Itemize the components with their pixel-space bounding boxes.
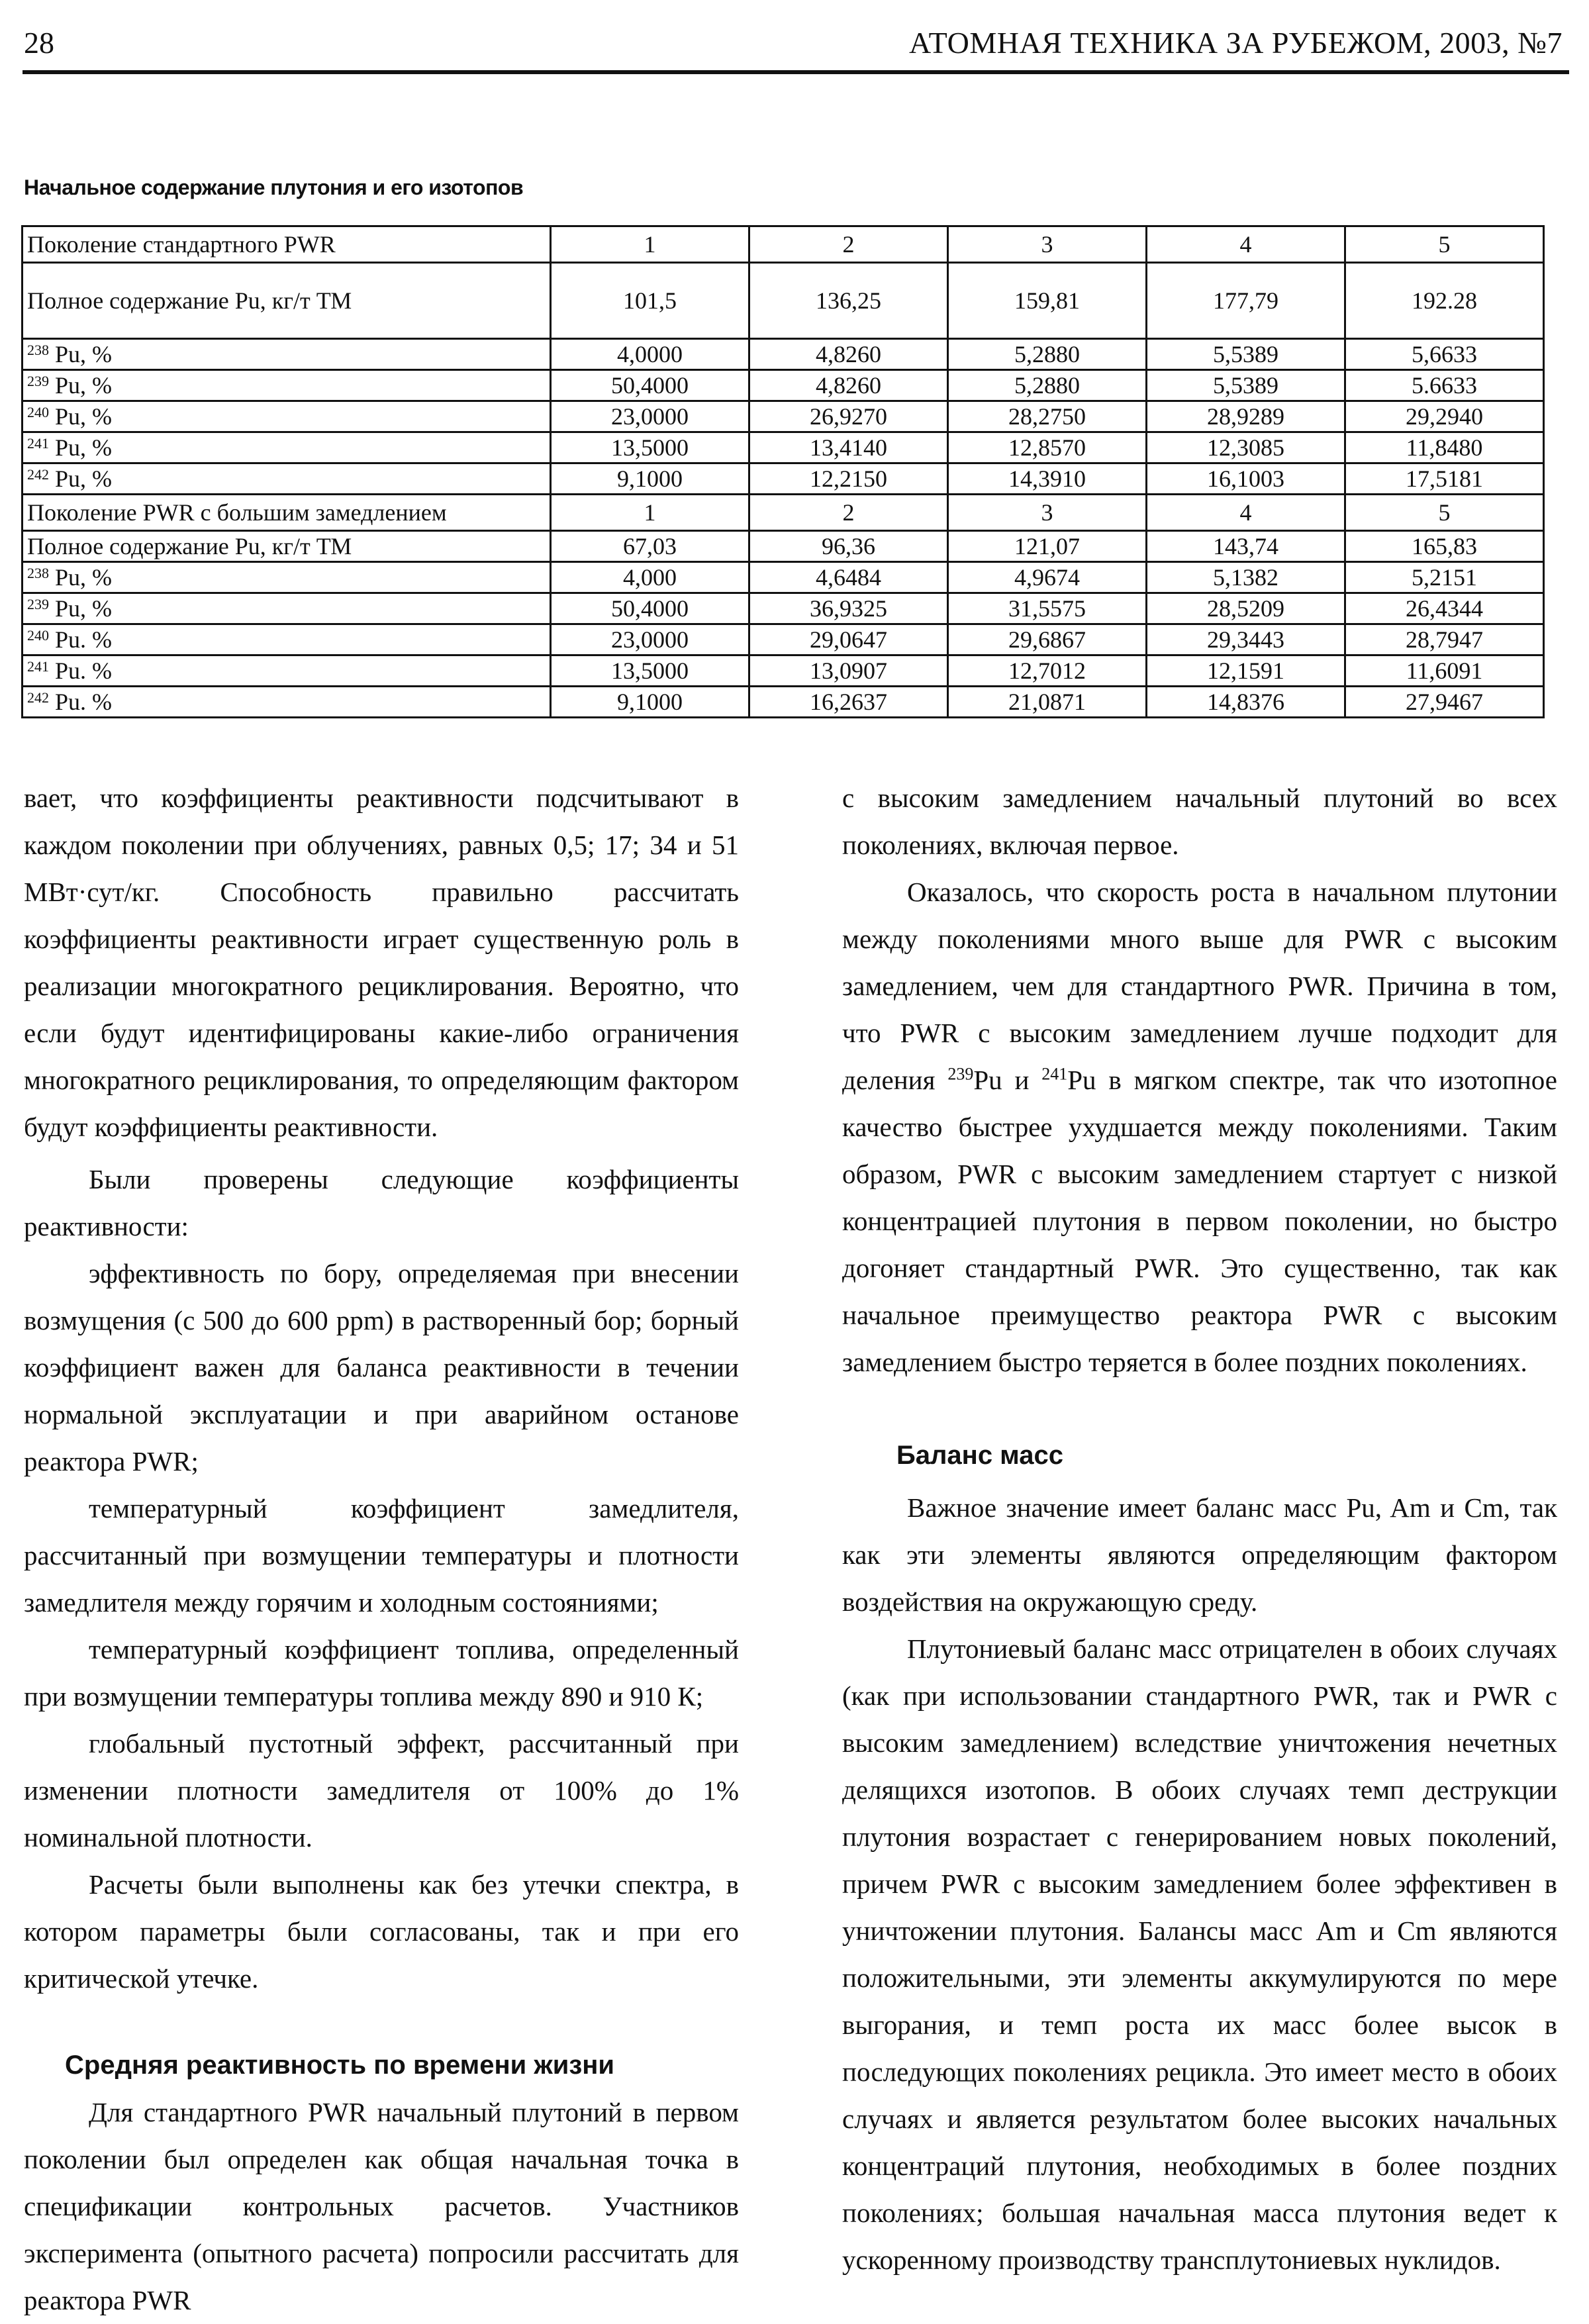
row-label-cell — [23, 593, 551, 624]
row-label-cell — [23, 370, 551, 401]
value-cell: 5,2880 — [948, 339, 1147, 370]
table-row — [23, 263, 1544, 339]
table-row — [23, 432, 1544, 463]
value-cell: 4,8260 — [749, 370, 948, 401]
row-label: Pu. % — [55, 657, 113, 684]
table-row — [23, 562, 1544, 593]
value-cell: 192.28 — [1345, 263, 1544, 339]
value-cell: 23,0000 — [551, 401, 749, 432]
value-cell: 5.6633 — [1345, 370, 1544, 401]
value-cell: 12,3085 — [1147, 432, 1345, 463]
value-cell: 4,6484 — [749, 562, 948, 593]
section-heading: Баланс масс — [896, 1441, 1063, 1470]
value-cell: 159,81 — [948, 263, 1147, 339]
paragraph: температурный коэффициент топлива, определенный при возмущении температуры топлива между 890 и 910 К; — [24, 1634, 739, 1712]
isotope-mass-number: 241 — [27, 658, 49, 675]
row-label-cell — [23, 401, 551, 432]
value-cell: 12,1591 — [1147, 655, 1345, 687]
value-cell: 13,5000 — [551, 432, 749, 463]
row-label: Pu, % — [55, 595, 113, 622]
isotope-mass-number: 238 — [27, 342, 49, 358]
value-cell: 26,9270 — [749, 401, 948, 432]
value-cell: 13,0907 — [749, 655, 948, 687]
isotope-mass-number: 242 — [27, 689, 49, 706]
value-cell: 50,4000 — [551, 593, 749, 624]
value-cell: 50,4000 — [551, 370, 749, 401]
isotope-mass-number: 241 — [27, 435, 49, 452]
value-cell: 96,36 — [749, 531, 948, 562]
value-cell: 26,4344 — [1345, 593, 1544, 624]
value-cell: 101,5 — [551, 263, 749, 339]
isotope-superscript: 239 — [947, 1064, 974, 1084]
value-cell: 28,5209 — [1147, 593, 1345, 624]
paragraph: эффективность по бору, определяемая при внесении возмущения (с 500 до 600 ppm) в растворенный бор; борный коэффициент важен для баланса реактивности в течении нормальной эксплуатации и при аварийном останове реактора PWR; — [24, 1258, 739, 1477]
value-cell: 136,25 — [749, 263, 948, 339]
generation-cell: 3 — [948, 226, 1147, 263]
value-cell: 29,3443 — [1147, 624, 1345, 655]
row-label-cell — [23, 339, 551, 370]
table-row — [23, 531, 1544, 562]
isotope-mass-number: 240 — [27, 627, 49, 644]
value-cell: 165,83 — [1345, 531, 1544, 562]
value-cell: 11,8480 — [1345, 432, 1544, 463]
paragraph: с высоким замедлением начальный плутоний во всех поколениях, включая первое. — [842, 783, 1557, 860]
generation-cell: 4 — [1147, 495, 1345, 531]
isotope-mass-number: 239 — [27, 596, 49, 612]
value-cell: 23,0000 — [551, 624, 749, 655]
isotope-superscript: 241 — [1041, 1064, 1068, 1084]
value-cell: 4,000 — [551, 562, 749, 593]
paragraph: Были проверены следующие коэффициенты реактивности: — [24, 1164, 739, 1241]
value-cell: 67,03 — [551, 531, 749, 562]
value-cell: 13,5000 — [551, 655, 749, 687]
value-cell: 21,0871 — [948, 687, 1147, 718]
paragraph: температурный коэффициент замедлителя, рассчитанный при возмущении температуры и плотности замедлителя между горячим и холодным состояниями; — [24, 1493, 739, 1618]
right-text-column — [842, 775, 1557, 2284]
table-row — [23, 593, 1544, 624]
value-cell: 143,74 — [1147, 531, 1345, 562]
paragraph: глобальный пустотный эффект, рассчитанный при изменении плотности замедлителя от 100% до 1% номинальной плотности. — [24, 1728, 739, 1853]
value-cell: 121,07 — [948, 531, 1147, 562]
table-row — [23, 624, 1544, 655]
section-title-cell: Поколение PWR с большим замедлением — [23, 495, 551, 531]
header-rule — [23, 70, 1569, 74]
text-run: Pu в мягком спектре, так что изотопное качество быстрее ухудшается между поколениями. Таким образом, PWR с высоким замедлением стартует с низкой концентрацией плутония в первом поколении, но быстро догоняет стандартный PWR. Это существенно, так как начальное преимущество реактора PWR с высоким замедлением быстро теряется в более поздних поколениях. — [842, 1065, 1558, 1377]
value-cell: 5,2880 — [948, 370, 1147, 401]
row-label-cell — [23, 562, 551, 593]
isotope-mass-number: 242 — [27, 466, 49, 483]
value-cell: 12,7012 — [948, 655, 1147, 687]
isotope-mass-number: 239 — [27, 373, 49, 389]
value-cell: 11,6091 — [1345, 655, 1544, 687]
value-cell: 13,4140 — [749, 432, 948, 463]
generation-cell: 4 — [1147, 226, 1345, 263]
left-text-column — [24, 775, 739, 2324]
generation-cell: 5 — [1345, 226, 1544, 263]
value-cell: 17,5181 — [1345, 463, 1544, 495]
generation-cell: 2 — [749, 226, 948, 263]
section-title-cell: Поколение стандартного PWR — [23, 226, 551, 263]
value-cell: 28,7947 — [1345, 624, 1544, 655]
value-cell: 31,5575 — [948, 593, 1147, 624]
row-label-cell — [23, 531, 551, 562]
value-cell: 5,1382 — [1147, 562, 1345, 593]
row-label: Pu, % — [55, 564, 113, 591]
value-cell: 5,5389 — [1147, 339, 1345, 370]
table-header-row — [23, 495, 1544, 531]
generation-cell: 1 — [551, 226, 749, 263]
value-cell: 36,9325 — [749, 593, 948, 624]
value-cell: 14,8376 — [1147, 687, 1345, 718]
row-label: Pu. % — [55, 689, 113, 715]
generation-cell: 2 — [749, 495, 948, 531]
value-cell: 4,9674 — [948, 562, 1147, 593]
row-label: Pu, % — [55, 434, 113, 461]
row-label-cell — [23, 624, 551, 655]
table-row — [23, 401, 1544, 432]
generation-cell: 1 — [551, 495, 749, 531]
row-label: Полное содержание Pu, кг/т ТМ — [27, 287, 352, 314]
value-cell: 28,9289 — [1147, 401, 1345, 432]
row-label-cell — [23, 463, 551, 495]
table-header-row — [23, 226, 1544, 263]
table-row — [23, 339, 1544, 370]
table-row — [23, 370, 1544, 401]
value-cell: 29,6867 — [948, 624, 1147, 655]
page-number: 28 — [24, 26, 54, 60]
row-label: Pu, % — [55, 341, 113, 367]
value-cell: 4,0000 — [551, 339, 749, 370]
value-cell: 12,8570 — [948, 432, 1147, 463]
value-cell: 12,2150 — [749, 463, 948, 495]
value-cell: 4,8260 — [749, 339, 948, 370]
text-run: Pu и — [973, 1065, 1042, 1095]
plutonium-isotope-table — [21, 225, 1545, 718]
value-cell: 177,79 — [1147, 263, 1345, 339]
isotope-mass-number: 238 — [27, 565, 49, 581]
row-label-cell — [23, 432, 551, 463]
row-label: Полное содержание Pu, кг/т ТМ — [27, 533, 352, 559]
table-row — [23, 463, 1544, 495]
value-cell: 9,1000 — [551, 687, 749, 718]
paragraph: вает, что коэффициенты реактивности подсчитывают в каждом поколении при облучениях, равных 0,5; 17; 34 и 51 МВт·сут/кг. Способность правильно рассчитать коэффициенты реактивности играет существенную роль в реализации многократного рециклирования. Вероятно, что если будут идентифицированы какие-либо ограничения многократного рециклирования, то определяющим фактором будут коэффициенты реактивности. — [24, 783, 739, 1142]
value-cell: 5,6633 — [1345, 339, 1544, 370]
running-head: АТОМНАЯ ТЕХНИКА ЗА РУБЕЖОМ, 2003, №7 — [908, 26, 1563, 60]
generation-cell: 5 — [1345, 495, 1544, 531]
row-label-cell — [23, 655, 551, 687]
paragraph: Для стандартного PWR начальный плутоний в первом поколении был определен как общая начальная точка в спецификации контрольных расчетов. Участников эксперимента (опытного расчета) попросили рассчитать для реактора PWR — [24, 2097, 739, 2315]
row-label: Pu, % — [55, 403, 113, 430]
paragraph — [842, 869, 1557, 1386]
value-cell: 16,2637 — [749, 687, 948, 718]
value-cell: 14,3910 — [948, 463, 1147, 495]
row-label-cell — [23, 687, 551, 718]
value-cell: 28,2750 — [948, 401, 1147, 432]
row-label: Pu. % — [55, 626, 113, 653]
value-cell: 29,2940 — [1345, 401, 1544, 432]
value-cell: 29,0647 — [749, 624, 948, 655]
paragraph: Плутониевый баланс масс отрицателен в обоих случаях (как при использовании стандартного PWR, так и PWR с высоким замедлением) вследствие уничтожения нечетных делящихся изотопов. В обоих случаях темп деструкции плутония возрастает с генерированием новых поколений, причем PWR с высоким замедлением более эффективен в уничтожении плутония. Балансы масс Am и Cm являются положительными, эти элементы аккумулируются по мере выгорания, и темп роста их масс более высок в последующих поколениях рецикла. Это имеет место в обоих случаях и является результатом более высоких начальных концентраций плутония, необходимых в более поздних поколениях; большая начальная масса плутония ведет к ускоренному производству трансплутониевых нуклидов. — [842, 1633, 1557, 2275]
value-cell: 27,9467 — [1345, 687, 1544, 718]
value-cell: 16,1003 — [1147, 463, 1345, 495]
table-caption: Начальное содержание плутония и его изотопов — [24, 175, 524, 199]
table-row — [23, 655, 1544, 687]
text-run: Оказалось, что скорость роста в начальном плутонии между поколениями много выше для PWR с высоким замедлением, чем для стандартного PWR. Причина в том, что PWR с высоким замедлением лучше подходит для деления — [842, 877, 1557, 1095]
isotope-mass-number: 240 — [27, 404, 49, 420]
value-cell: 9,1000 — [551, 463, 749, 495]
row-label: Pu, % — [55, 372, 113, 399]
table-row — [23, 687, 1544, 718]
row-label: Pu, % — [55, 465, 113, 492]
paragraph: Расчеты были выполнены как без утечки спектра, в котором параметры были согласованы, так и при его критической утечке. — [24, 1869, 739, 1994]
row-label-cell — [23, 263, 551, 339]
section-heading: Средняя реактивность по времени жизни — [65, 2051, 614, 2080]
value-cell: 5,5389 — [1147, 370, 1345, 401]
value-cell: 5,2151 — [1345, 562, 1544, 593]
paragraph: Важное значение имеет баланс масс Pu, Am и Cm, так как эти элементы являются определяющим фактором воздействия на окружающую среду. — [842, 1492, 1558, 1617]
generation-cell: 3 — [948, 495, 1147, 531]
